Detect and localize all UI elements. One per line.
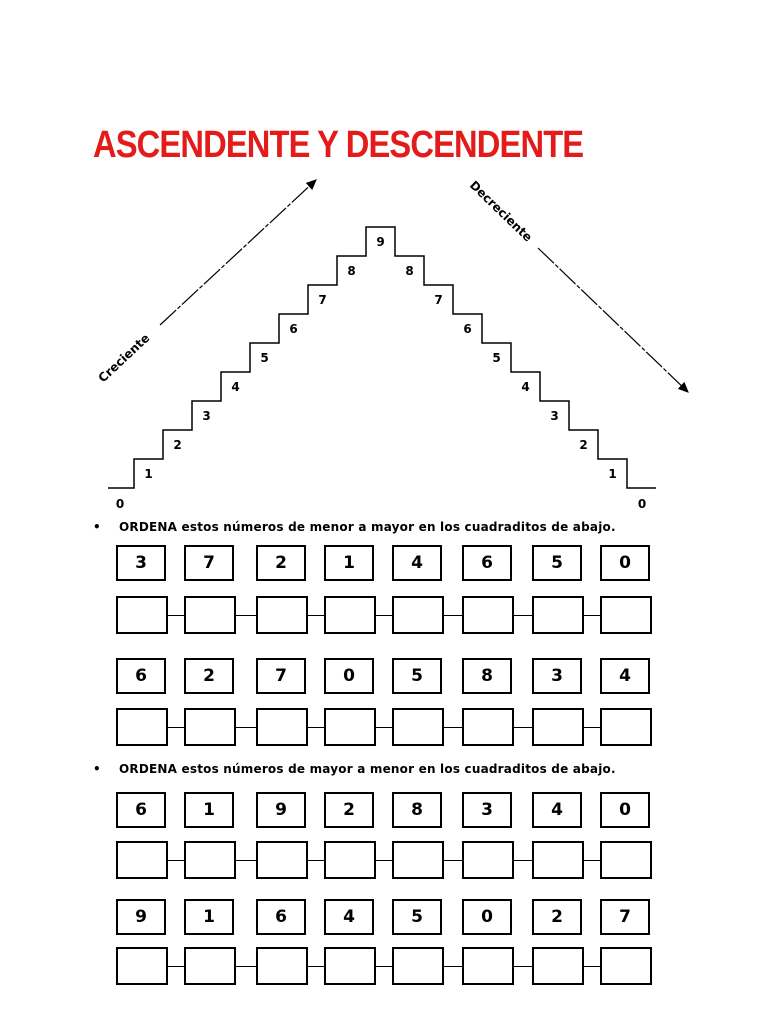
step-label-right: 7: [434, 293, 443, 307]
answer-box[interactable]: [392, 708, 444, 746]
answer-row: [116, 596, 650, 636]
answer-box[interactable]: [116, 708, 168, 746]
instruction-ascending: [93, 520, 616, 534]
number-box: 6: [116, 792, 166, 828]
number-box: 4: [324, 899, 374, 935]
number-box: 7: [184, 545, 234, 581]
step-label-right: 6: [463, 322, 472, 336]
answer-box[interactable]: [324, 596, 376, 634]
answer-box[interactable]: [392, 947, 444, 985]
number-box: 2: [256, 545, 306, 581]
answer-box[interactable]: [184, 947, 236, 985]
instruction-descending: [93, 762, 616, 776]
number-box: 6: [116, 658, 166, 694]
number-box: 1: [184, 792, 234, 828]
number-box: 0: [324, 658, 374, 694]
decreciente-arrow: [538, 248, 688, 392]
step-label-left: 1: [144, 467, 153, 481]
answer-box[interactable]: [256, 708, 308, 746]
number-box: 2: [532, 899, 582, 935]
step-label-left: 8: [347, 264, 356, 278]
step-label-right: 1: [608, 467, 617, 481]
step-label-right: 3: [550, 409, 559, 423]
answer-box[interactable]: [462, 708, 514, 746]
answer-box[interactable]: [532, 596, 584, 634]
creciente-arrow: [160, 180, 316, 325]
step-label-right: 8: [405, 264, 414, 278]
step-label-left: 7: [318, 293, 327, 307]
answer-row: [116, 841, 650, 881]
number-box: 7: [256, 658, 306, 694]
number-box: 5: [392, 658, 442, 694]
answer-box[interactable]: [392, 596, 444, 634]
step-label-left: 4: [231, 380, 240, 394]
step-label-left: 3: [202, 409, 211, 423]
number-box: 4: [600, 658, 650, 694]
number-box: 0: [600, 545, 650, 581]
answer-box[interactable]: [256, 947, 308, 985]
step-label-right: 4: [521, 380, 530, 394]
staircase-outline: [108, 227, 656, 488]
number-box: 0: [462, 899, 512, 935]
answer-box[interactable]: [600, 947, 652, 985]
number-row: [116, 658, 650, 696]
creciente-label: Creciente: [95, 330, 153, 386]
step-label-right: 0: [637, 497, 647, 511]
answer-box[interactable]: [462, 947, 514, 985]
number-box: 4: [392, 545, 442, 581]
bullet: •: [93, 762, 101, 776]
number-row: [116, 792, 650, 830]
number-row: [116, 545, 650, 583]
answer-box[interactable]: [600, 596, 652, 634]
step-label-right: 2: [579, 438, 588, 452]
step-label-left: 0: [115, 497, 125, 511]
number-row: [116, 899, 650, 937]
answer-box[interactable]: [532, 841, 584, 879]
answer-box[interactable]: [324, 947, 376, 985]
answer-box[interactable]: [324, 708, 376, 746]
answer-box[interactable]: [324, 841, 376, 879]
number-box: 5: [532, 545, 582, 581]
number-box: 2: [324, 792, 374, 828]
step-label-left: 2: [173, 438, 182, 452]
answer-box[interactable]: [462, 841, 514, 879]
answer-row: [116, 708, 650, 748]
instruction-ascending-text: ORDENA estos números de menor a mayor en los cuadraditos de abajo.: [119, 520, 616, 534]
number-box: 0: [600, 792, 650, 828]
number-box: 1: [324, 545, 374, 581]
number-box: 8: [392, 792, 442, 828]
number-box: 6: [462, 545, 512, 581]
number-box: 9: [256, 792, 306, 828]
answer-box[interactable]: [116, 596, 168, 634]
answer-box[interactable]: [184, 596, 236, 634]
number-box: 9: [116, 899, 166, 935]
answer-box[interactable]: [184, 841, 236, 879]
answer-box[interactable]: [532, 947, 584, 985]
number-box: 6: [256, 899, 306, 935]
page-title: ASCENDENTE Y DESCENDENTE: [93, 124, 584, 166]
number-box: 3: [532, 658, 582, 694]
number-box: 4: [532, 792, 582, 828]
step-label-left: 5: [260, 351, 269, 365]
answer-box[interactable]: [462, 596, 514, 634]
step-label-top: 9: [376, 235, 385, 249]
answer-box[interactable]: [600, 708, 652, 746]
answer-box[interactable]: [116, 841, 168, 879]
decreciente-label: Decreciente: [466, 178, 535, 245]
number-box: 2: [184, 658, 234, 694]
answer-box[interactable]: [116, 947, 168, 985]
number-box: 5: [392, 899, 442, 935]
answer-row: [116, 947, 650, 987]
step-label-left: 6: [289, 322, 298, 336]
answer-box[interactable]: [600, 841, 652, 879]
number-box: 1: [184, 899, 234, 935]
answer-box[interactable]: [184, 708, 236, 746]
answer-box[interactable]: [392, 841, 444, 879]
instruction-descending-text: ORDENA estos números de mayor a menor en los cuadraditos de abajo.: [119, 762, 616, 776]
answer-box[interactable]: [532, 708, 584, 746]
number-box: 7: [600, 899, 650, 935]
bullet: •: [93, 520, 101, 534]
answer-box[interactable]: [256, 596, 308, 634]
step-label-right: 5: [492, 351, 501, 365]
number-box: 8: [462, 658, 512, 694]
answer-box[interactable]: [256, 841, 308, 879]
number-box: 3: [116, 545, 166, 581]
number-box: 3: [462, 792, 512, 828]
